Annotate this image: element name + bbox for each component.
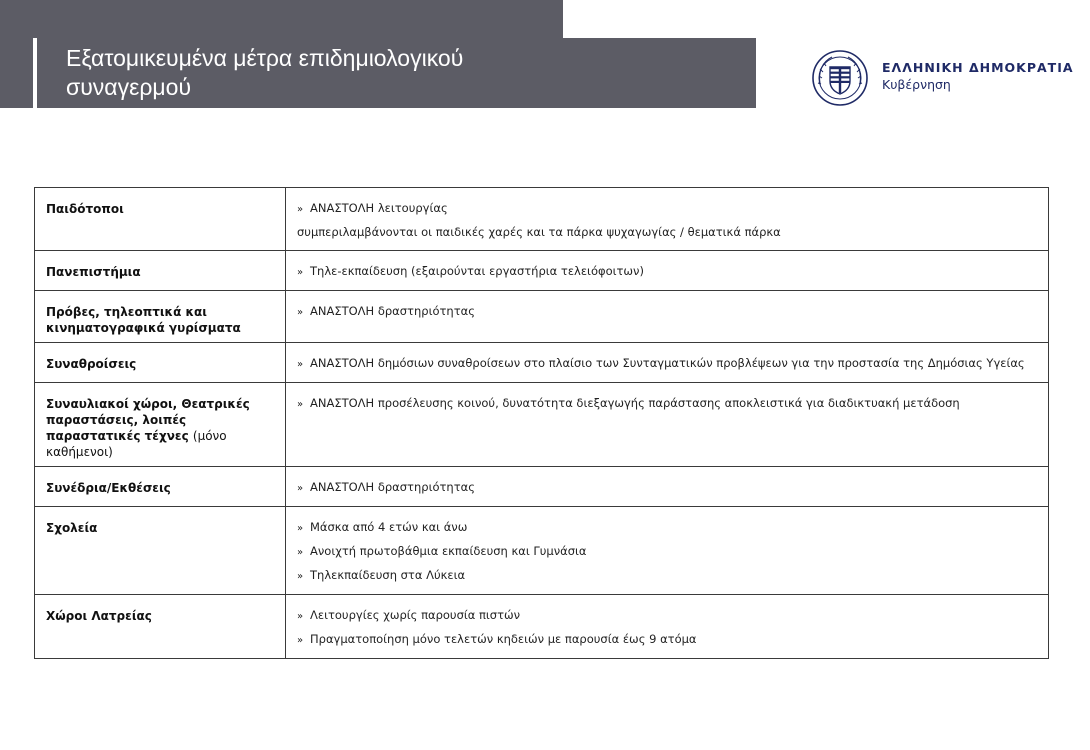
bullet-glyph: » (297, 307, 304, 318)
row-details-cell (286, 291, 1049, 343)
measure-item (297, 352, 1038, 376)
row-category-cell (35, 291, 286, 343)
bullet-glyph: » (297, 399, 304, 410)
row-category-cell (35, 251, 286, 291)
measures-table (34, 187, 1049, 659)
measure-item (297, 540, 1038, 564)
measure-text: Ανοιχτή πρωτοβάθμια εκπαίδευση και Γυμνάσια (310, 544, 587, 558)
measure-item (297, 516, 1038, 540)
table-row (35, 383, 1049, 467)
row-category: Πρόβες, τηλεοπτικά και κινηματογραφικά γυρίσματα (46, 305, 241, 335)
bullet-glyph: » (297, 483, 304, 494)
row-details-cell (286, 595, 1049, 659)
bullet-glyph: » (297, 359, 304, 370)
measure-text: Τηλεκπαίδευση στα Λύκεια (310, 568, 466, 582)
row-details-cell (286, 383, 1049, 467)
bullet-glyph: » (297, 635, 304, 646)
measure-item (297, 628, 1038, 652)
measure-text: ΑΝΑΣΤΟΛΗ δραστηριότητας (310, 304, 475, 318)
table-row (35, 595, 1049, 659)
row-category-note: (μόνο καθήμενοι) (46, 429, 227, 459)
logo-subtitle: Κυβέρνηση (882, 77, 951, 92)
government-logo (810, 48, 1074, 108)
row-category: Χώροι Λατρείας (46, 609, 152, 623)
row-category: Συναθροίσεις (46, 357, 137, 371)
measures-table-body (35, 188, 1049, 659)
measure-text: Λειτουργίες χωρίς παρουσία πιστών (310, 608, 521, 622)
measure-item (297, 300, 1038, 324)
row-category: Σχολεία (46, 521, 98, 535)
header-band-top (0, 0, 563, 38)
measure-text: Τηλε-εκπαίδευση (εξαιρούνται εργαστήρια τελειόφοιτων) (310, 264, 644, 278)
measure-item (297, 197, 1038, 221)
table-row (35, 507, 1049, 595)
measure-item (297, 392, 1038, 416)
measure-item (297, 476, 1038, 500)
header-accent-bar (33, 38, 37, 108)
row-category-cell (35, 188, 286, 251)
table-row (35, 291, 1049, 343)
bullet-glyph: » (297, 547, 304, 558)
measure-item (297, 221, 1038, 244)
greek-seal-icon (810, 48, 870, 108)
bullet-glyph: » (297, 523, 304, 534)
row-category-cell (35, 467, 286, 507)
row-category: Συνέδρια/Εκθέσεις (46, 481, 171, 495)
row-details-cell (286, 467, 1049, 507)
row-category: Παιδότοποι (46, 202, 124, 216)
logo-name: ΕΛΛΗΝΙΚΗ ΔΗΜΟΚΡΑΤΙΑ (882, 60, 1074, 75)
row-category-cell (35, 383, 286, 467)
measure-text: ΑΝΑΣΤΟΛΗ λειτουργίας (310, 201, 448, 215)
table-row (35, 467, 1049, 507)
measure-text: συμπεριλαμβάνονται οι παιδικές χαρές και τα πάρκα ψυχαγωγίας / θεματικά πάρκα (297, 225, 781, 239)
measure-item (297, 604, 1038, 628)
measure-text: Μάσκα από 4 ετών και άνω (310, 520, 468, 534)
measure-item (297, 564, 1038, 588)
row-details-cell (286, 251, 1049, 291)
bullet-glyph: » (297, 611, 304, 622)
row-details-cell (286, 507, 1049, 595)
row-category-cell (35, 507, 286, 595)
row-category: Συναυλιακοί χώροι, Θεατρικές παραστάσεις, λοιπές παραστατικές τέχνες (46, 397, 250, 443)
row-category-cell (35, 595, 286, 659)
measure-text: ΑΝΑΣΤΟΛΗ δημόσιων συναθροίσεων στο πλαίσιο των Συνταγματικών προβλέψεων για την προστασία της Δημόσιας Υγείας (310, 356, 1025, 370)
row-details-cell (286, 343, 1049, 383)
row-category: Πανεπιστήμια (46, 265, 141, 279)
measure-text: ΑΝΑΣΤΟΛΗ δραστηριότητας (310, 480, 475, 494)
measure-text: ΑΝΑΣΤΟΛΗ προσέλευσης κοινού, δυνατότητα διεξαγωγής παράστασης αποκλειστικά για διαδικτυακή μετάδοση (310, 396, 960, 410)
bullet-glyph: » (297, 204, 304, 215)
page-title: Εξατομικευμένα μέτρα επιδημιολογικού συναγερμού (66, 45, 464, 100)
measure-text: Πραγματοποίηση μόνο τελετών κηδειών με παρουσία έως 9 ατόμα (310, 632, 697, 646)
bullet-glyph: » (297, 267, 304, 278)
table-row (35, 188, 1049, 251)
row-details-cell (286, 188, 1049, 251)
row-category-cell (35, 343, 286, 383)
table-row (35, 343, 1049, 383)
table-row (35, 251, 1049, 291)
measure-item (297, 260, 1038, 284)
bullet-glyph: » (297, 571, 304, 582)
